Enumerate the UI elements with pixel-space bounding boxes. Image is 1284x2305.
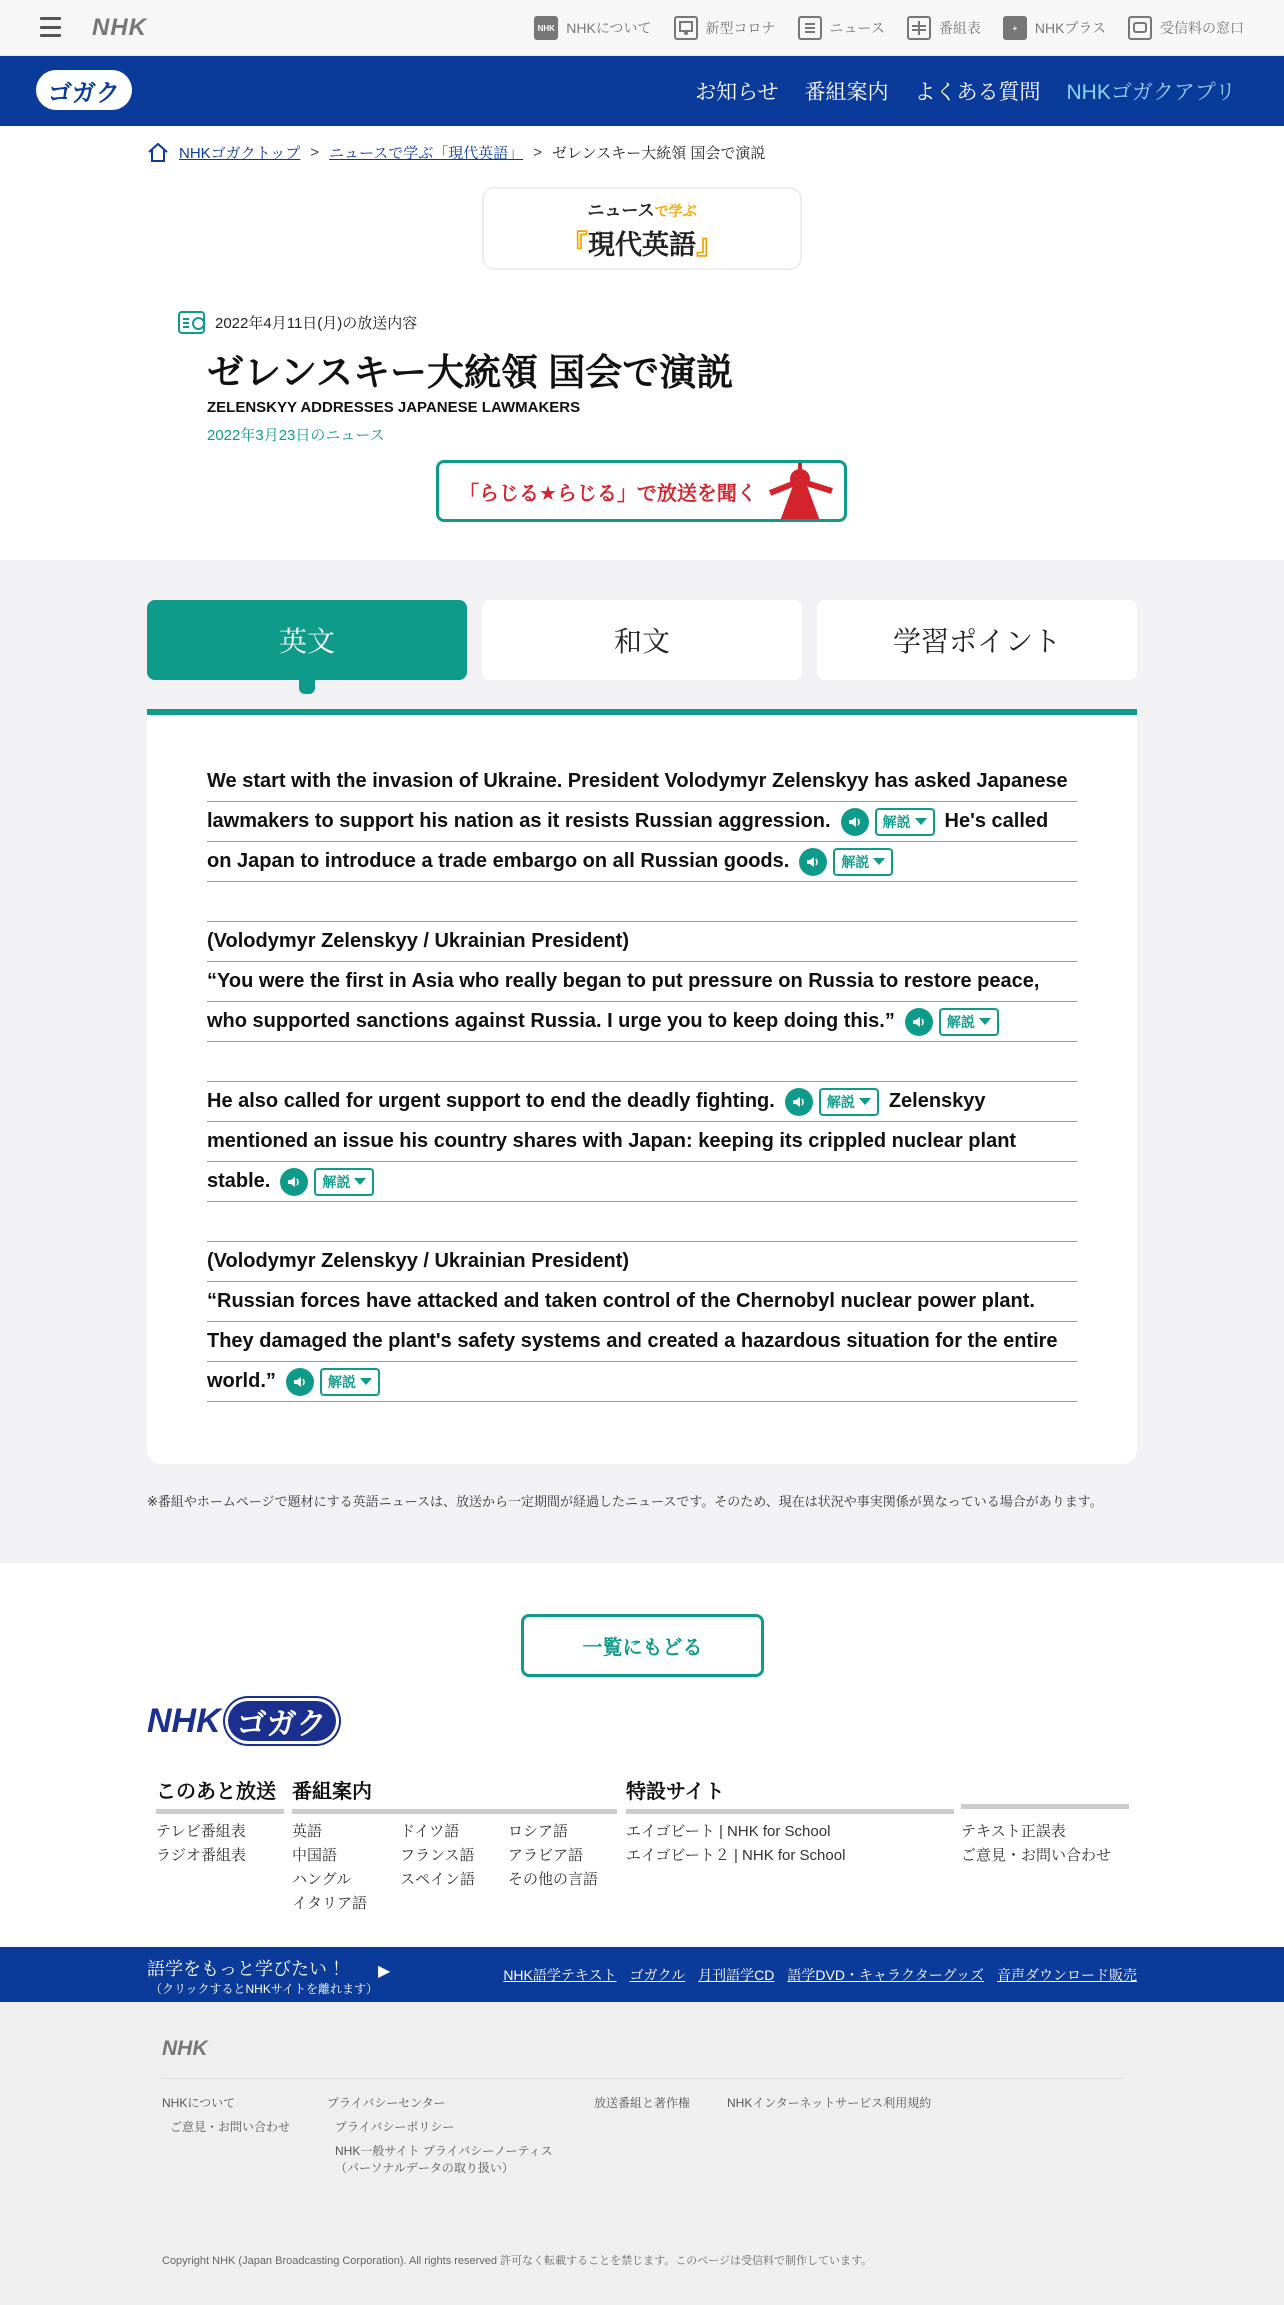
footer-copyright-works-link[interactable]: 放送番組と著作権: [594, 2096, 691, 2110]
transcript-line: [207, 962, 1077, 1002]
tab-learning-points[interactable]: 学習ポイント: [817, 600, 1137, 680]
footer-link[interactable]: ハングル: [292, 1871, 352, 1888]
footer-privacy-policy-link[interactable]: プライバシーポリシー: [335, 2120, 455, 2134]
commentary-label: 解説: [322, 1173, 351, 1190]
transcript-blank-line: [207, 1202, 1077, 1242]
footer-link[interactable]: テレビ番組表: [156, 1823, 246, 1840]
nav-app[interactable]: NHKゴガクアプリ: [1066, 81, 1236, 104]
play-arrow-icon[interactable]: ▶: [378, 1963, 391, 1980]
breadcrumb-section[interactable]: ニュースで学ぶ「現代英語」: [329, 144, 524, 162]
transcript-text: lawmakers to support his nation as it resists Russian aggression.: [207, 810, 831, 832]
breadcrumb-separator: >: [310, 143, 319, 161]
transcript-text: He's called: [944, 810, 1049, 832]
radiru-listen-button[interactable]: [436, 460, 847, 522]
program-logo[interactable]: [482, 187, 802, 270]
nhk-plus-icon: +: [1003, 16, 1027, 40]
transcript-line: [207, 1122, 1077, 1162]
audio-play-icon[interactable]: [905, 1008, 933, 1036]
gogaku-logo[interactable]: ゴガク: [36, 70, 132, 110]
chevron-down-icon: [873, 858, 885, 865]
nav-programs[interactable]: 番組案内: [804, 81, 889, 104]
transcript-line: [207, 1362, 1077, 1402]
commentary-label: 解説: [946, 1013, 975, 1030]
top-links: [534, 0, 1244, 56]
footer-heading-special: 特設サイト: [626, 1775, 954, 1814]
commentary-label: 解説: [327, 1373, 356, 1390]
transcript-paragraph: [207, 1082, 1077, 1242]
news-icon: [798, 16, 822, 40]
footer-col-upcoming: [156, 1820, 246, 1868]
footer-heading-programs: 番組案内: [292, 1775, 617, 1814]
transcript-text: Zelenskyy: [888, 1090, 986, 1112]
transcript-line: [207, 802, 1077, 842]
transcript-text: mentioned an issue his country shares with Japan: keeping its crippled nuclear plant: [207, 1130, 1017, 1152]
learn-link[interactable]: 月刊語学CD: [698, 1966, 775, 1983]
transcript-line: [207, 1242, 1077, 1282]
audio-play-icon[interactable]: [841, 808, 869, 836]
site-nav: [695, 56, 1236, 126]
chevron-down-icon: [915, 818, 927, 825]
top-link-label: 番組表: [938, 20, 981, 36]
nhk-icon: NHK: [534, 16, 558, 40]
learn-more-title[interactable]: 語学をもっと学びたい ！: [147, 1959, 350, 1979]
footer-link[interactable]: ご意見・お問い合わせ: [961, 1847, 1112, 1864]
footer-link[interactable]: フランス語: [400, 1847, 475, 1864]
nhk-logo[interactable]: NHK: [92, 14, 147, 41]
transcript-text: They damaged the plant's safety systems and created a hazardous situation for the entire: [207, 1330, 1058, 1352]
audio-play-icon[interactable]: [785, 1088, 813, 1116]
footer-link[interactable]: アラビア語: [508, 1847, 584, 1864]
mascot-icon: [760, 463, 840, 522]
transcript-line: [207, 1282, 1077, 1322]
footer-about-link[interactable]: NHKについて: [162, 2096, 236, 2110]
nav-faq[interactable]: よくある質問: [914, 81, 1041, 104]
transcript-line: [207, 842, 1077, 882]
disclaimer-note: ※番組やホームページで題材にする英語ニュースは、放送から一定期間が経過したニュースです。そのため、現在は状況や事実関係が異なっている場合があります。: [147, 1494, 1103, 1509]
top-link-label: NHKについて: [566, 20, 652, 36]
top-link-label: ニュース: [829, 20, 885, 36]
chevron-down-icon: [354, 1178, 366, 1185]
audio-play-icon[interactable]: [280, 1168, 308, 1196]
top-link-label: 新型コロナ: [705, 20, 776, 36]
transcript-paragraph: [207, 762, 1077, 922]
logo-text-manabu: で学ぶ: [654, 202, 697, 219]
program-logo-line1: [587, 196, 696, 221]
transcript-paragraph: [207, 1242, 1077, 1402]
transcript-text: world.”: [207, 1370, 276, 1392]
footer-heading-upcoming: このあと放送: [156, 1775, 284, 1814]
air-date-row: [178, 311, 417, 334]
learn-more-sub: （クリックするとNHKサイトを離れます）: [150, 1982, 379, 1996]
learn-link[interactable]: ゴガクル: [629, 1966, 686, 1983]
top-link-label: 受信料の窓口: [1160, 20, 1244, 36]
page-subtitle: ZELENSKYY ADDRESSES JAPANESE LAWMAKERS: [207, 399, 581, 416]
footer-link[interactable]: イタリア語: [292, 1895, 368, 1912]
radio-icon: [178, 311, 205, 334]
transcript-text: stable.: [207, 1170, 271, 1192]
transcript-line: [207, 922, 1077, 962]
breadcrumb-home[interactable]: NHKゴガクトップ: [179, 144, 301, 162]
footer-gogaku-text: ゴガク: [225, 1698, 339, 1744]
commentary-toggle-button[interactable]: [819, 1088, 879, 1116]
tv-icon: [1128, 16, 1152, 40]
bracket-close-icon: 』: [696, 229, 723, 260]
breadcrumb-current: ゼレンスキー大統領 国会で演説: [552, 144, 766, 162]
footer-col-special: [626, 1820, 845, 1868]
transcript-blank-line: [207, 882, 1077, 922]
commentary-toggle-button[interactable]: [875, 808, 935, 836]
footer-col-languages-3: [508, 1820, 598, 1892]
footer-privacy-notice-link[interactable]: NHK一般サイト プライバシーノーティス: [335, 2144, 553, 2158]
site-header: [0, 56, 1284, 126]
transcript-text: He also called for urgent support to end the deadly fighting.: [207, 1090, 775, 1112]
chevron-down-icon: [979, 1018, 991, 1025]
news-date: 2022年3月23日のニュース: [207, 427, 385, 444]
footer-link[interactable]: エイゴビート２ | NHK for School: [626, 1847, 846, 1864]
bracket-open-icon: 『: [561, 229, 588, 260]
footer-link[interactable]: ロシア語: [508, 1823, 569, 1840]
footer-link[interactable]: その他の言語: [508, 1871, 599, 1888]
top-link-about[interactable]: [534, 16, 651, 40]
footer-terms-link[interactable]: NHKインターネットサービス利用規約: [727, 2096, 932, 2110]
tab-english[interactable]: 英文: [147, 600, 467, 680]
learn-more-links: [503, 1947, 1137, 2002]
footer-privacy-center-link[interactable]: プライバシーセンター: [327, 2096, 446, 2110]
footer-link[interactable]: 中国語: [292, 1847, 338, 1864]
top-link-plus[interactable]: [1003, 16, 1106, 40]
home-icon[interactable]: [147, 141, 169, 163]
transcript-blank-line: [207, 1042, 1077, 1082]
program-logo-line2: [561, 223, 723, 262]
footer-divider: [162, 2078, 1122, 2079]
footer-nhk-text: NHK: [147, 1701, 221, 1740]
tab-japanese[interactable]: 和文: [482, 600, 802, 680]
tab-bar: [147, 600, 1137, 680]
footer-contact-link[interactable]: ご意見・お問い合わせ: [170, 2120, 291, 2134]
footer-nhk-logo[interactable]: NHK: [162, 2037, 208, 2060]
page-title: ゼレンスキー大統領 国会で演説: [207, 352, 734, 393]
footer-privacy-notice-sub: （パーソナルデータの取り扱い）: [335, 2161, 514, 2175]
top-link-label: NHKプラス: [1034, 20, 1106, 36]
logo-text-news: ニュース: [587, 200, 655, 220]
transcript-line: [207, 1322, 1077, 1362]
audio-play-icon[interactable]: [799, 848, 827, 876]
chevron-down-icon: [859, 1098, 871, 1105]
speaker-label: (Volodymyr Zelenskyy / Ukrainian President): [207, 1250, 629, 1272]
commentary-toggle-button[interactable]: [939, 1008, 999, 1036]
footer-heading-blank: [961, 1775, 1129, 1809]
speaker-label: (Volodymyr Zelenskyy / Ukrainian President): [207, 930, 629, 952]
transcript-text: We start with the invasion of Ukraine. President Volodymyr Zelenskyy has asked Japanese: [207, 770, 1068, 792]
air-date: 2022年4月11日(月)の放送内容: [215, 315, 418, 332]
top-link-fee[interactable]: [1128, 16, 1244, 40]
footer-link[interactable]: スペイン語: [400, 1871, 476, 1888]
audio-play-icon[interactable]: [286, 1368, 314, 1396]
footer-link[interactable]: エイゴビート | NHK for School: [626, 1823, 831, 1840]
learn-link[interactable]: 語学DVD・キャラクターグッズ: [787, 1966, 984, 1983]
footer-link[interactable]: テキスト正誤表: [961, 1823, 1066, 1840]
learn-more-bar: [0, 1947, 1284, 2002]
transcript-text: on Japan to introduce a trade embargo on all Russian goods.: [207, 850, 790, 872]
commentary-toggle-button[interactable]: [320, 1368, 380, 1396]
transcript-line: [207, 1082, 1077, 1122]
commentary-label: 解説: [826, 1093, 855, 1110]
transcript-line: [207, 1162, 1077, 1202]
logo-text-gendai-eigo: 現代英語: [588, 229, 696, 260]
commentary-label: 解説: [841, 853, 870, 870]
learn-link[interactable]: NHK語学テキスト: [503, 1966, 617, 1983]
footer-col-languages-1: [292, 1820, 367, 1916]
top-link-program[interactable]: [907, 16, 981, 40]
transcript-panel: [147, 709, 1137, 1464]
breadcrumb-separator: >: [533, 143, 543, 161]
breadcrumb: [147, 141, 765, 163]
footer-col-misc: [961, 1820, 1111, 1868]
corona-icon: [674, 16, 698, 40]
chevron-down-icon: [360, 1378, 372, 1385]
top-bar: [0, 0, 1284, 56]
footer-link[interactable]: ラジオ番組表: [156, 1847, 247, 1864]
program-grid-icon: [907, 16, 931, 40]
top-link-news[interactable]: [798, 16, 885, 40]
back-to-list-button[interactable]: 一覧にもどる: [521, 1614, 764, 1677]
learn-link[interactable]: 音声ダウンロード販売: [997, 1966, 1137, 1983]
transcript-paragraph: [207, 922, 1077, 1082]
commentary-label: 解説: [882, 813, 911, 830]
footer-link[interactable]: ドイツ語: [400, 1823, 460, 1840]
hamburger-menu-icon[interactable]: [40, 17, 61, 37]
copyright-text: Copyright NHK (Japan Broadcasting Corporation). All rights reserved 許可なく転載することを禁じます。このページは受信料で制作しています。: [162, 2255, 873, 2267]
footer-link[interactable]: 英語: [292, 1823, 323, 1840]
radiru-listen-label: 「らじる★らじる」で放送を聞く: [459, 482, 757, 505]
transcript-text: who supported sanctions against Russia. I urge you to keep doing this.”: [207, 1010, 895, 1032]
footer-gogaku-logo[interactable]: [147, 1698, 339, 1744]
transcript-text: “You were the first in Asia who really began to put pressure on Russia to restore peace,: [207, 970, 1040, 992]
footer-col-languages-2: [400, 1820, 475, 1892]
transcript-line: [207, 762, 1077, 802]
commentary-toggle-button[interactable]: [314, 1168, 374, 1196]
top-link-corona[interactable]: [674, 16, 776, 40]
transcript-text: “Russian forces have attacked and taken control of the Chernobyl nuclear power plant.: [207, 1290, 1035, 1312]
commentary-toggle-button[interactable]: [833, 848, 893, 876]
transcript-line: [207, 1002, 1077, 1042]
nav-news[interactable]: お知らせ: [695, 81, 779, 104]
